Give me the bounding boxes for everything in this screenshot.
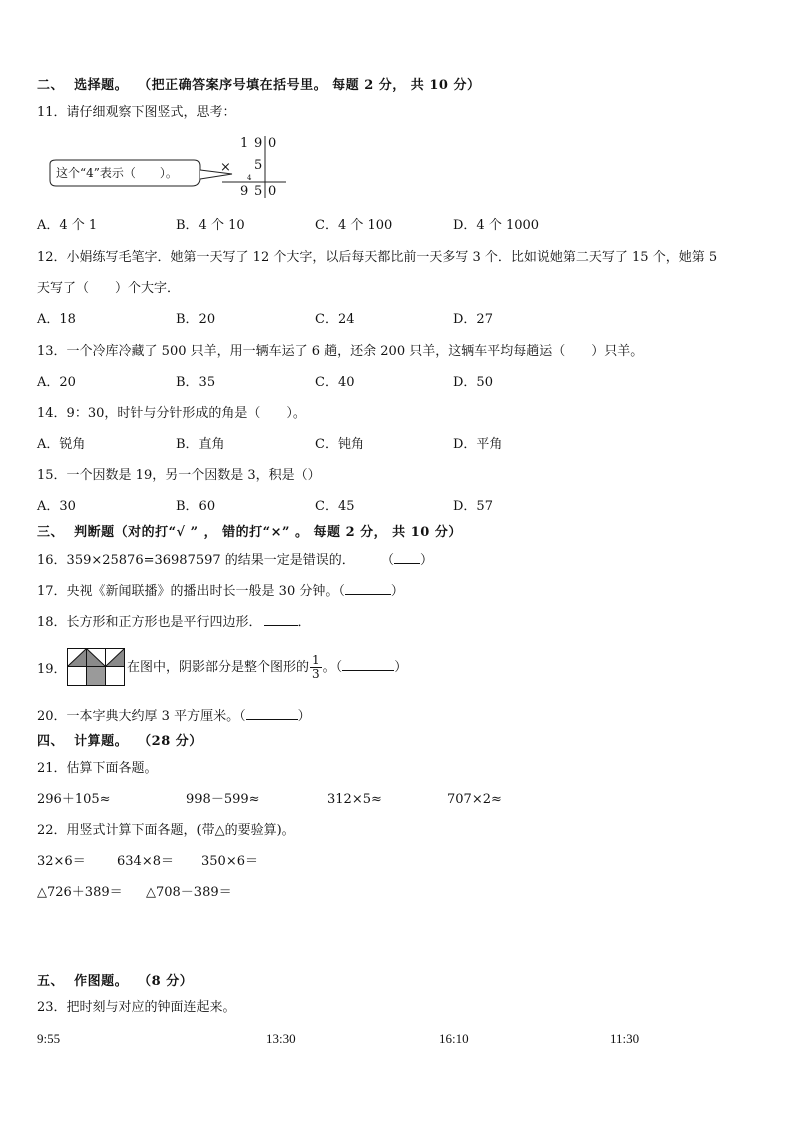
q16-answer-blank[interactable] (394, 551, 420, 564)
q21-item-3[interactable]: 312×5≈ (327, 792, 382, 807)
q22-item-3[interactable]: 350×6＝ (201, 854, 258, 869)
q19-fraction-numerator: 1 (312, 653, 320, 667)
q12-option-b[interactable]: B．20 (176, 312, 216, 327)
q11-option-c[interactable]: C．4 个 100 (315, 218, 393, 233)
section-3-title: 判断题（对的打“√ ” ， 错的打“×” 。 每题 2 分， 共 10 分） (74, 525, 462, 540)
q19-paren-close: ） (394, 660, 408, 675)
q22-item-2[interactable]: 634×8＝ (117, 854, 174, 869)
q16-paren-close: ） (419, 553, 433, 568)
q19-fraction (310, 654, 322, 681)
q22-text: 22．用竖式计算下面各题，(带△的要验算)。 (37, 823, 295, 838)
q15-text: 15．一个因数是 19，另一个因数是 3，积是（） (37, 468, 321, 483)
q11-option-a[interactable]: A．4 个 1 (37, 218, 98, 233)
section-2-note: （把正确答案序号填在括号里。 每题 2 分， 共 10 分） (138, 78, 481, 93)
section-2-title: 选择题。 (74, 78, 129, 93)
calc-result-digit-1: 9 (240, 184, 249, 199)
q20-text: 20．一本字典大约厚 3 平方厘米。 (37, 709, 240, 724)
calc-top-digit-3: 0 (268, 136, 277, 151)
q22-item-1[interactable]: 32×6＝ (37, 854, 86, 869)
q17-row (37, 582, 404, 601)
q21-item-2[interactable]: 998－599≈ (186, 792, 260, 807)
q11-option-b[interactable]: B．4 个 10 (176, 218, 245, 233)
q18-end-mark: ． (297, 615, 311, 630)
q19-paren-open: （ (335, 660, 343, 675)
calc-carry-4: 4 (247, 174, 252, 182)
section-4-title: 计算题。 (74, 734, 129, 749)
q18-row (37, 613, 311, 632)
q13-option-a[interactable]: A．20 (37, 375, 76, 390)
q21-text: 21．估算下面各题。 (37, 761, 158, 776)
section-3-number: 三、 (37, 525, 65, 540)
q13-option-b[interactable]: B．35 (176, 375, 216, 390)
q23-text: 23．把时刻与对应的钟面连起来。 (37, 1000, 236, 1015)
section-5-number: 五、 (37, 974, 65, 989)
q19-answer-blank[interactable] (342, 658, 394, 671)
q11-option-d[interactable]: D．4 个 1000 (453, 218, 540, 233)
q13-option-d[interactable]: D．50 (453, 375, 493, 390)
q17-paren-close: ） (390, 584, 404, 599)
q19-number: 19． (37, 662, 67, 677)
section-5-title: 作图题。 (74, 974, 129, 989)
section-4-number: 四、 (37, 734, 65, 749)
q19-text: 在图中，阴影部分是整个图形的 (127, 660, 310, 675)
q15-option-b[interactable]: B．60 (176, 499, 216, 514)
section-5-header (37, 973, 193, 991)
q17-text: 17．央视《新闻联播》的播出时长一般是 30 分钟。 (37, 584, 339, 599)
q22-item-5[interactable]: △708－389＝ (146, 885, 232, 900)
q14-option-c[interactable]: C．钝角 (315, 437, 364, 452)
q13-option-c[interactable]: C．40 (315, 375, 355, 390)
q22-item-4[interactable]: △726＋389＝ (37, 885, 123, 900)
q11-callout-text: 这个“4”表示（ ）。 (56, 166, 178, 180)
q12-option-c[interactable]: C．24 (315, 312, 355, 327)
q14-text: 14．9：30，时针与分针形成的角是（ ）。 (37, 406, 306, 421)
q19-after: 。 (322, 660, 336, 675)
q18-answer-blank[interactable] (264, 613, 298, 626)
q17-paren-open: （ (338, 584, 345, 599)
q17-answer-blank[interactable] (345, 582, 391, 595)
q20-paren-close: ） (297, 709, 311, 724)
section-2-number: 二、 (37, 78, 65, 93)
calc-result-digit-2: 5 (254, 184, 263, 199)
q12-option-a[interactable]: A．18 (37, 312, 76, 327)
q19-row (127, 653, 407, 683)
calc-top-digit-2: 9 (254, 136, 263, 151)
q13-text: 13．一个冷库冷藏了 500 只羊，用一辆车运了 6 趟，还余 200 只羊，这辆车平均每趟运（ ）只羊。 (37, 344, 644, 359)
q12-text-line2: 天写了（ ）个大字． (37, 281, 181, 296)
calc-times-sign: × (220, 160, 231, 175)
section-4-note: （28 分） (138, 734, 203, 749)
calc-multiplier: 5 (254, 158, 263, 173)
calc-result-digit-3: 0 (268, 184, 277, 199)
q20-row (37, 707, 311, 726)
q15-option-a[interactable]: A．30 (37, 499, 76, 514)
section-2-header (37, 77, 480, 95)
q12-option-d[interactable]: D．27 (453, 312, 493, 327)
q20-answer-blank[interactable] (246, 707, 298, 720)
q23-time-4[interactable]: 11:30 (610, 1031, 640, 1046)
q19-shaded-figure (67, 648, 125, 686)
q11-text: 11．请仔细观察下图竖式，思考： (37, 105, 236, 120)
q16-row (37, 551, 433, 570)
q23-time-2[interactable]: 13:30 (266, 1031, 296, 1046)
q21-item-4[interactable]: 707×2≈ (447, 792, 502, 807)
q14-option-d[interactable]: D．平角 (453, 437, 503, 452)
q12-text-line1: 12．小娟练写毛笔字．她第一天写了 12 个大字，以后每天都比前一天多写 3 个．比如说她第二天写了 15 个，她第 5 (37, 250, 718, 265)
q14-option-a[interactable]: A．锐角 (37, 437, 86, 452)
q16-paren-open: （ (380, 553, 394, 568)
q16-text: 16．359×25876=36987597 的结果一定是错误的． (37, 553, 355, 568)
q11-figure (44, 134, 294, 202)
calc-top-digit-1: 1 (240, 136, 249, 151)
section-5-note: （8 分） (138, 974, 194, 989)
q19-fraction-denominator: 3 (312, 667, 320, 681)
q14-option-b[interactable]: B．直角 (176, 437, 225, 452)
q18-text: 18．长方形和正方形也是平行四边形． (37, 615, 262, 630)
q23-time-3[interactable]: 16:10 (439, 1031, 469, 1046)
q15-option-d[interactable]: D．57 (453, 499, 493, 514)
q21-item-1[interactable]: 296＋105≈ (37, 792, 111, 807)
q19-figure (67, 648, 125, 686)
section-3-header (37, 524, 462, 542)
q23-time-1[interactable]: 9:55 (37, 1031, 61, 1046)
section-4-header (37, 733, 203, 751)
q15-option-c[interactable]: C．45 (315, 499, 355, 514)
q20-paren-open: （ (239, 709, 246, 724)
